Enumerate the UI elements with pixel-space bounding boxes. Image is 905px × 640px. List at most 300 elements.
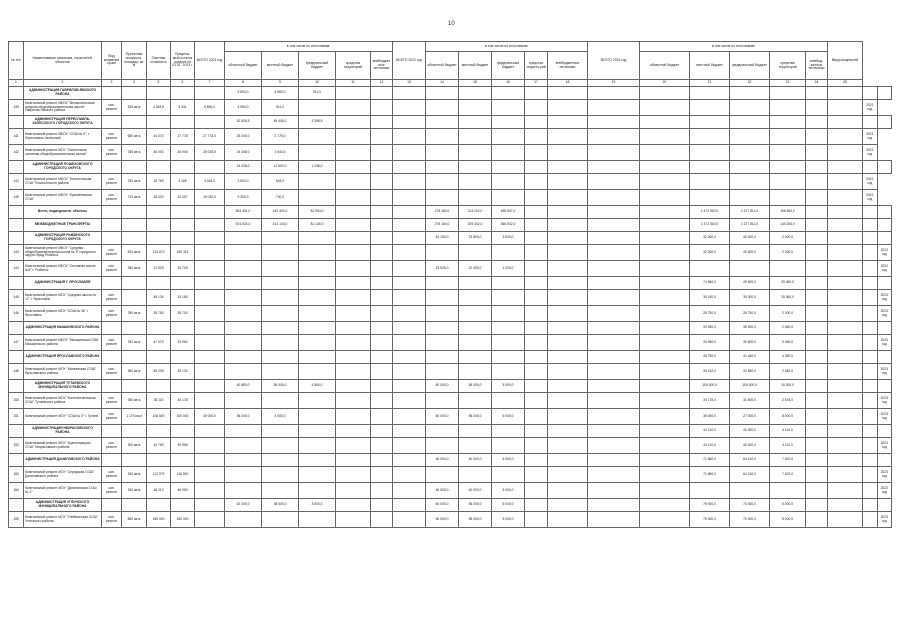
value-cell: [588, 261, 640, 277]
capacity: 525 кв.м: [122, 100, 147, 116]
deadline: 2022 год: [877, 261, 891, 277]
value-cell: [299, 454, 336, 467]
value-cell: [588, 232, 640, 245]
value-cell: [863, 87, 877, 100]
value-cell: [806, 261, 828, 277]
value-cell: [690, 174, 730, 190]
header-group-2021: в том числе по источникам:: [225, 42, 393, 52]
value-cell: [426, 393, 459, 409]
capacity: 375 кв.м: [122, 190, 147, 206]
value-cell: [195, 245, 225, 261]
value-cell: [459, 438, 492, 454]
value-cell: [371, 335, 393, 351]
value-cell: [640, 87, 690, 100]
column-number: 3: [102, 80, 122, 87]
value-cell: [690, 129, 730, 145]
value-cell: 2 460,0: [770, 322, 806, 335]
value-cell: [548, 454, 588, 467]
value-cell: [828, 364, 863, 380]
header-cost: Сметная стоимость: [147, 42, 171, 80]
capacity: [122, 380, 147, 393]
value-cell: 49 408,0: [262, 116, 299, 129]
work-kind: кап. ремонт: [102, 174, 122, 190]
value-cell: [426, 245, 459, 261]
value-cell: [171, 380, 195, 393]
value-cell: [640, 351, 690, 364]
value-cell: [426, 116, 459, 129]
row-number: [9, 232, 24, 245]
table-row: [9, 290, 892, 306]
column-number: 10: [299, 80, 336, 87]
section-row: [9, 351, 892, 364]
value-cell: [690, 145, 730, 161]
section-row: [9, 277, 892, 290]
section-row: [9, 161, 892, 174]
value-cell: [262, 454, 299, 467]
value-cell: [863, 438, 877, 454]
value-cell: [393, 322, 426, 335]
value-cell: 35 000: [147, 145, 171, 161]
value-cell: [548, 322, 588, 335]
work-kind: [102, 351, 122, 364]
value-cell: [426, 438, 459, 454]
value-cell: [690, 161, 730, 174]
column-number: 17: [525, 80, 548, 87]
value-cell: [525, 245, 548, 261]
value-cell: 14 038,0: [225, 161, 262, 174]
value-cell: [863, 409, 877, 425]
deadline: [877, 161, 891, 174]
value-cell: 34 178,0: [690, 393, 730, 409]
value-cell: [863, 380, 877, 393]
row-number: [9, 322, 24, 335]
value-cell: [806, 483, 828, 499]
value-cell: [525, 467, 548, 483]
value-cell: 41 440,0: [730, 351, 770, 364]
value-cell: [336, 322, 371, 335]
value-cell: [336, 409, 371, 425]
value-cell: [371, 512, 393, 528]
value-cell: [371, 351, 393, 364]
value-cell: [336, 129, 371, 145]
value-cell: 180 114: [171, 245, 195, 261]
deadline: 2021 год: [863, 129, 877, 145]
capacity: [122, 219, 147, 232]
value-cell: [393, 306, 426, 322]
value-cell: [525, 232, 548, 245]
value-cell: [863, 425, 877, 438]
row-number: [9, 277, 24, 290]
value-cell: 112 975: [147, 467, 171, 483]
capacity: [122, 232, 147, 245]
object-name: Капитальный ремонт МОУ "Смоленская основная общеобразовательная школа": [24, 145, 102, 161]
value-cell: [171, 499, 195, 512]
value-cell: [548, 100, 588, 116]
column-numbers-row: [9, 80, 892, 87]
value-cell: 35 115: [147, 393, 171, 409]
value-cell: [863, 335, 877, 351]
value-cell: 12 800,0: [262, 161, 299, 174]
value-cell: [588, 409, 640, 425]
value-cell: [393, 351, 426, 364]
value-cell: [171, 425, 195, 438]
value-cell: [548, 306, 588, 322]
header-sub: местный бюджет: [262, 52, 299, 80]
section-title: АДМИНИСТРАЦИЯ Г. ЯРОСЛАВЛЯ: [24, 277, 102, 290]
value-cell: 100 000: [171, 409, 195, 425]
value-cell: [299, 393, 336, 409]
capacity: 150 кв.м: [122, 483, 147, 499]
value-cell: [393, 100, 426, 116]
work-kind: кап. ремонт: [102, 335, 122, 351]
value-cell: 100 000,0: [690, 380, 730, 393]
value-cell: [371, 206, 393, 219]
value-cell: [459, 335, 492, 351]
value-cell: [225, 232, 262, 245]
value-cell: [426, 87, 459, 100]
value-cell: [225, 438, 262, 454]
value-cell: [426, 322, 459, 335]
value-cell: [299, 245, 336, 261]
value-cell: [195, 454, 225, 467]
value-cell: [863, 261, 877, 277]
value-cell: [588, 425, 640, 438]
value-cell: [863, 116, 877, 129]
capacity: 230 кв.м: [122, 174, 147, 190]
value-cell: [730, 261, 770, 277]
value-cell: [371, 232, 393, 245]
value-cell: 45 134: [147, 290, 171, 306]
value-cell: [588, 100, 640, 116]
value-cell: [525, 499, 548, 512]
value-cell: [426, 467, 459, 483]
table-row: [9, 393, 892, 409]
value-cell: [770, 145, 806, 161]
object-name: Капитальный ремонт МБОУ "Кременевская СОШ": [24, 190, 102, 206]
value-cell: [806, 454, 828, 467]
value-cell: [262, 245, 299, 261]
row-number: 142: [9, 145, 24, 161]
row-number: 154: [9, 483, 24, 499]
value-cell: [588, 351, 640, 364]
value-cell: 455 547,0: [492, 206, 525, 219]
column-number: 23: [770, 80, 806, 87]
column-number: 14: [426, 80, 459, 87]
row-number: [9, 380, 24, 393]
value-cell: [492, 364, 525, 380]
row-number: 139: [9, 100, 24, 116]
deadline: 2021 год: [863, 190, 877, 206]
work-kind: кап. ремонт: [102, 100, 122, 116]
value-cell: [459, 190, 492, 206]
value-cell: [299, 261, 336, 277]
value-cell: 4 983,0: [262, 87, 299, 100]
value-cell: [828, 232, 863, 245]
value-cell: [195, 467, 225, 483]
value-cell: [640, 190, 690, 206]
value-cell: [863, 322, 877, 335]
value-cell: [548, 425, 588, 438]
value-cell: [147, 161, 171, 174]
column-number: 11: [336, 80, 371, 87]
value-cell: 100 000,0: [730, 380, 770, 393]
value-cell: 40 000,0: [730, 425, 770, 438]
value-cell: 40 880,0: [225, 380, 262, 393]
deadline: [877, 351, 891, 364]
object-name: Капитальный ремонт МОУ "Даниловская СОШ № 1": [24, 483, 102, 499]
capacity: 650 кв.м: [122, 129, 147, 145]
value-cell: [336, 351, 371, 364]
value-cell: [371, 100, 393, 116]
value-cell: [336, 116, 371, 129]
value-cell: 2 482,0: [770, 364, 806, 380]
value-cell: [393, 364, 426, 380]
value-cell: [195, 87, 225, 100]
value-cell: 35 132: [171, 364, 195, 380]
value-cell: [393, 232, 426, 245]
value-cell: [640, 306, 690, 322]
value-cell: 3 500,0: [299, 499, 336, 512]
value-cell: [863, 161, 877, 174]
value-cell: [492, 467, 525, 483]
row-number: 152: [9, 438, 24, 454]
header-sub: федеральный бюджет: [299, 52, 336, 80]
value-cell: [225, 277, 262, 290]
work-kind: кап. ремонт: [102, 245, 122, 261]
value-cell: [371, 306, 393, 322]
value-cell: [371, 245, 393, 261]
work-kind: [102, 219, 122, 232]
header-n: № п/п: [9, 42, 24, 80]
value-cell: [525, 335, 548, 351]
work-kind: кап. ремонт: [102, 290, 122, 306]
header-name: Наименование заказчика, отрасли/ей, объектов: [24, 42, 102, 80]
value-cell: [806, 438, 828, 454]
value-cell: [225, 351, 262, 364]
value-cell: [393, 467, 426, 483]
section-row: [9, 454, 892, 467]
value-cell: [863, 219, 877, 232]
value-cell: [525, 219, 548, 232]
row-number: 150: [9, 393, 24, 409]
header-sub: внебюджетные источники: [371, 52, 393, 80]
object-name: Капитальный ремонт МБОУ "Мышкинская СОШ" Мышкинского района: [24, 335, 102, 351]
deadline: [877, 116, 891, 129]
value-cell: [806, 206, 828, 219]
work-kind: [102, 87, 122, 100]
value-cell: [863, 206, 877, 219]
capacity: 300 кв.м: [122, 438, 147, 454]
value-cell: [426, 190, 459, 206]
value-cell: [262, 335, 299, 351]
table-row: [9, 261, 892, 277]
value-cell: [393, 335, 426, 351]
investment-table: [8, 41, 892, 528]
deadline: 2023 год: [877, 306, 891, 322]
value-cell: 64 140,0: [730, 467, 770, 483]
value-cell: [336, 232, 371, 245]
value-cell: 23 526,0: [426, 261, 459, 277]
value-cell: [548, 512, 588, 528]
object-name: Капитальный ремонт МОУ "СОШ № 3" г. Тутаев: [24, 409, 102, 425]
value-cell: [393, 438, 426, 454]
value-cell: [147, 425, 171, 438]
value-cell: [863, 393, 877, 409]
value-cell: [371, 380, 393, 393]
value-cell: [459, 100, 492, 116]
value-cell: [492, 438, 525, 454]
value-cell: [459, 87, 492, 100]
value-cell: 30 500,0: [730, 335, 770, 351]
capacity: [122, 425, 147, 438]
value-cell: [640, 483, 690, 499]
value-cell: 24 408,0: [225, 145, 262, 161]
value-cell: 4 043,0: [195, 174, 225, 190]
deadline: 2021 год: [863, 145, 877, 161]
value-cell: 42 000,0: [225, 499, 262, 512]
value-cell: [195, 261, 225, 277]
value-cell: 583 491,0: [225, 206, 262, 219]
value-cell: 40 000,0: [195, 409, 225, 425]
value-cell: [548, 335, 588, 351]
value-cell: [828, 277, 863, 290]
value-cell: [262, 322, 299, 335]
deadline: 2023 год: [877, 512, 891, 528]
value-cell: [225, 322, 262, 335]
object-name: Капитальный ремонт МОУ "Константиновская СОШ" Тутаевского района: [24, 393, 102, 409]
value-cell: [828, 351, 863, 364]
value-cell: [548, 364, 588, 380]
work-kind: кап. ремонт: [102, 512, 122, 528]
page-number: 10: [448, 21, 455, 27]
value-cell: 5 000,0: [770, 512, 806, 528]
row-number: 143: [9, 245, 24, 261]
value-cell: 67 070: [147, 335, 171, 351]
value-cell: [371, 425, 393, 438]
work-kind: [102, 232, 122, 245]
header-capacity: Проектная мощность, площадь, кв. м: [122, 42, 147, 80]
value-cell: 36 000,0: [225, 409, 262, 425]
value-cell: 34 178: [171, 393, 195, 409]
value-cell: [640, 206, 690, 219]
value-cell: [588, 129, 640, 145]
deadline: 2022 год: [877, 483, 891, 499]
value-cell: [492, 290, 525, 306]
table-row: [9, 438, 892, 454]
column-number: 13: [393, 80, 426, 87]
value-cell: [299, 290, 336, 306]
value-cell: [225, 467, 262, 483]
value-cell: [262, 467, 299, 483]
value-cell: 4 165: [171, 174, 195, 190]
value-cell: 46 000: [171, 483, 195, 499]
value-cell: [806, 100, 828, 116]
value-cell: [171, 322, 195, 335]
value-cell: [195, 438, 225, 454]
value-cell: [863, 306, 877, 322]
value-cell: [588, 393, 640, 409]
value-cell: 40 000,0: [459, 483, 492, 499]
value-cell: [525, 351, 548, 364]
value-cell: [730, 190, 770, 206]
value-cell: [525, 438, 548, 454]
value-cell: 543,0: [262, 174, 299, 190]
value-cell: 10 097: [171, 190, 195, 206]
value-cell: 70 000,0: [730, 512, 770, 528]
header-sub: областной бюджет: [640, 52, 690, 80]
value-cell: [588, 306, 640, 322]
value-cell: 224 022,0: [459, 206, 492, 219]
value-cell: [548, 261, 588, 277]
value-cell: 40 000,0: [459, 454, 492, 467]
column-number: 22: [730, 80, 770, 87]
value-cell: [336, 483, 371, 499]
value-cell: 60 000,0: [426, 512, 459, 528]
value-cell: [730, 100, 770, 116]
value-cell: [525, 116, 548, 129]
value-cell: 44 110,0: [690, 438, 730, 454]
value-cell: [525, 454, 548, 467]
object-name: Капитальный ремонт МБОУ "Белосельская СОШ" Пошехонского района: [24, 174, 102, 190]
capacity: [122, 116, 147, 129]
value-cell: [426, 351, 459, 364]
value-cell: [525, 425, 548, 438]
value-cell: 26 750,0: [730, 306, 770, 322]
row-number: 145: [9, 190, 24, 206]
value-cell: 730,0: [262, 190, 299, 206]
value-cell: [459, 306, 492, 322]
value-cell: [299, 425, 336, 438]
value-cell: 1 472 500,0: [690, 219, 730, 232]
row-number: [9, 499, 24, 512]
value-cell: [459, 322, 492, 335]
value-cell: [640, 512, 690, 528]
value-cell: 21 529: [147, 261, 171, 277]
value-cell: [393, 174, 426, 190]
value-cell: [525, 261, 548, 277]
value-cell: [393, 290, 426, 306]
table-row: [9, 174, 892, 190]
object-name: Капитальный ремонт МОУ "Середская СОШ" Даниловского района: [24, 467, 102, 483]
value-cell: [299, 364, 336, 380]
value-cell: [336, 261, 371, 277]
value-cell: 7 520,0: [770, 454, 806, 467]
value-cell: [299, 100, 336, 116]
column-number: 1: [9, 80, 24, 87]
section-row: [9, 219, 892, 232]
section-row: [9, 232, 892, 245]
header-total-2023: ВСЕГО 2023 год: [588, 42, 640, 80]
work-kind: кап. ремонт: [102, 129, 122, 145]
capacity: 785 кв.м: [122, 145, 147, 161]
value-cell: 48 210: [147, 483, 171, 499]
deadline: 2021 год: [863, 174, 877, 190]
value-cell: [588, 322, 640, 335]
value-cell: 40 000,0: [730, 245, 770, 261]
value-cell: [828, 438, 863, 454]
value-cell: 75 000,0: [690, 512, 730, 528]
value-cell: [371, 219, 393, 232]
value-cell: [336, 335, 371, 351]
value-cell: [195, 425, 225, 438]
work-kind: кап. ремонт: [102, 145, 122, 161]
value-cell: [195, 512, 225, 528]
value-cell: [828, 393, 863, 409]
value-cell: [171, 219, 195, 232]
value-cell: [863, 467, 877, 483]
value-cell: [195, 351, 225, 364]
work-kind: кап. ремонт: [102, 483, 122, 499]
